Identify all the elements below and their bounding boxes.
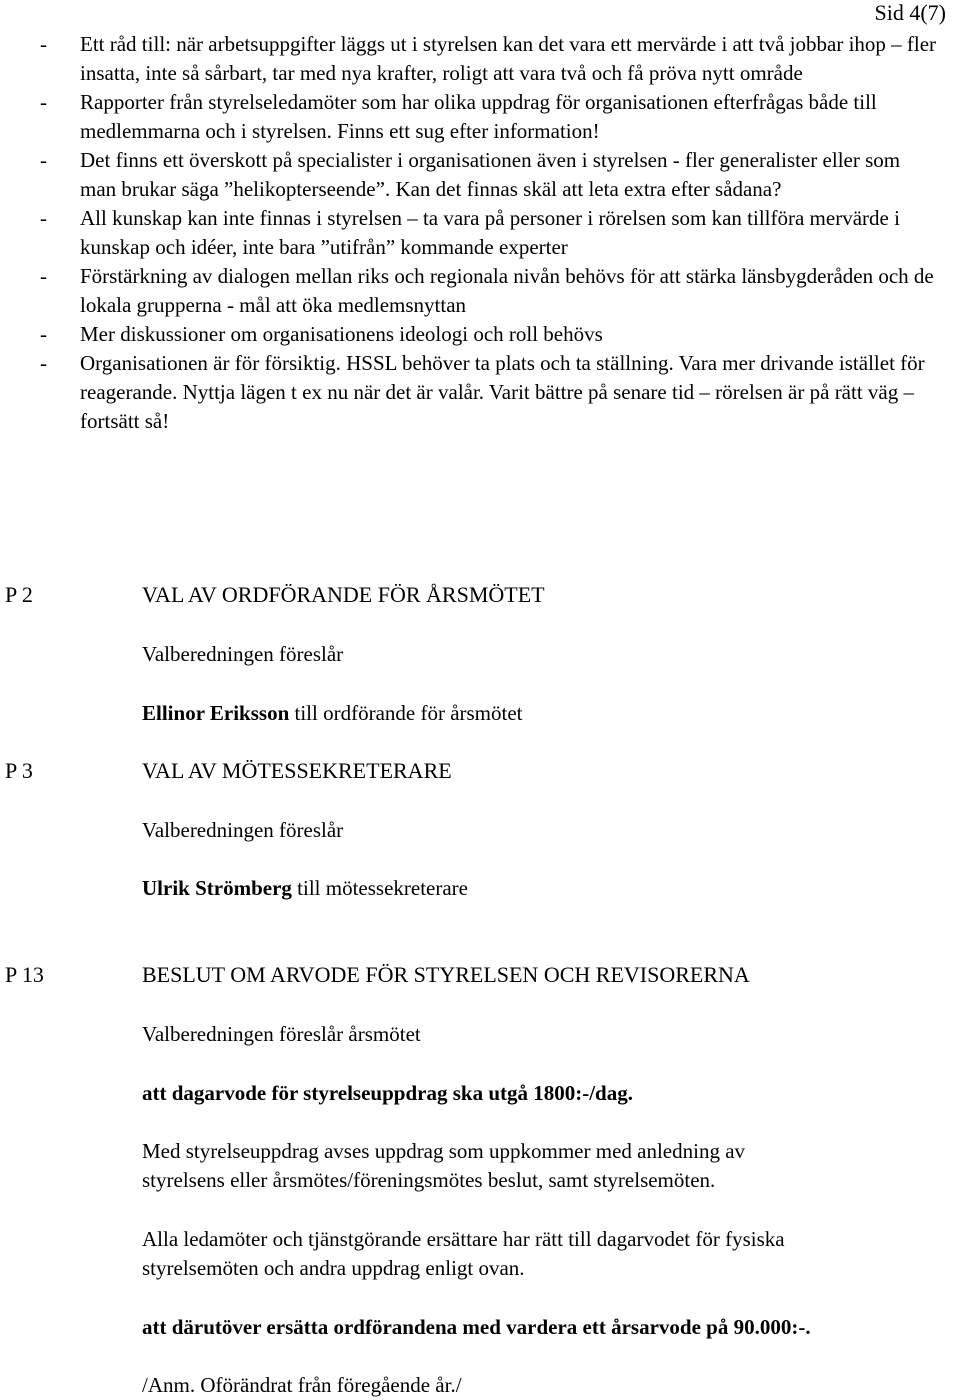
- proposal-p3: Valberedningen föreslår: [142, 818, 344, 842]
- note: /Anm. Oförändrat från föregående år./: [142, 1373, 462, 1397]
- bullet-text: Förstärkning av dialogen mellan riks och regionala nivån behövs för att stärka länsbygderåden och de lokala grupperna - mål att öka medlemsnyttan: [80, 264, 934, 317]
- section-id-p13: P 13: [5, 962, 44, 987]
- bullet-text: Rapporter från styrelseledamöter som har olika uppdrag för organisationen efterfrågas både till medlemmarna och i styrelsen. Finns ett sug efter information!: [80, 90, 877, 143]
- bullet-dash: -: [40, 264, 47, 288]
- decision-daily-fee: [142, 1078, 952, 1108]
- bullet-dash: -: [40, 32, 47, 56]
- proposal-p13: Valberedningen föreslår årsmötet: [142, 1022, 421, 1046]
- decision-text: att dagarvode för styrelseuppdrag ska utgå 1800:-/dag.: [142, 1081, 633, 1105]
- paragraph-2-line-2: styrelsemöten och andra uppdrag enligt ovan.: [142, 1256, 525, 1280]
- bullet-text: Ett råd till: när arbetsuppgifter läggs ut i styrelsen kan det vara ett mervärde i att två jobbar ihop – fler insatta, inte så sårbart, tar med nya krafter, roligt att vara två och få pröva nytt område: [80, 32, 937, 85]
- list-item: [40, 146, 940, 204]
- nominee-name: Ulrik Strömberg: [142, 876, 292, 900]
- decision-chair-fee: [142, 1312, 952, 1342]
- list-item: [40, 204, 940, 262]
- section-id-p3: P 3: [5, 758, 33, 783]
- section-heading-p2: VAL AV ORDFÖRANDE FÖR ÅRSMÖTET: [142, 582, 545, 607]
- paragraph-2-line-1: Alla ledamöter och tjänstgörande ersättare har rätt till dagarvodet för fysiska: [142, 1227, 785, 1251]
- list-item: [40, 320, 940, 349]
- bullet-dash: -: [40, 322, 47, 346]
- section-heading-p3: VAL AV MÖTESSEKRETERARE: [142, 758, 452, 783]
- section-id-p2: P 2: [5, 582, 33, 607]
- nominee-role: till ordförande för årsmötet: [289, 701, 523, 725]
- paragraph-1-line-1: Med styrelseuppdrag avses uppdrag som uppkommer med anledning av: [142, 1139, 746, 1163]
- bullet-text: Organisationen är för försiktig. HSSL behöver ta plats och ta ställning. Vara mer drivande istället för reagerande. Nyttja lägen t ex nu när det är valår. Varit bättre på senare tid – rörelsen är på rätt väg – fortsätt så!: [80, 351, 925, 433]
- nominee-role: till mötessekreterare: [291, 876, 468, 900]
- decision-text: att därutöver ersätta ordförandena med vardera ett årsarvode på 90.000:-.: [142, 1315, 811, 1339]
- nominee-name: Ellinor Eriksson: [142, 701, 290, 725]
- bullet-text: Mer diskussioner om organisationens ideologi och roll behövs: [80, 322, 603, 346]
- bullet-dash: -: [40, 148, 47, 172]
- bullet-dash: -: [40, 351, 47, 375]
- list-item: [40, 30, 940, 88]
- list-item: [40, 88, 940, 146]
- nominee-p3: [142, 873, 952, 903]
- section-heading-p13: BESLUT OM ARVODE FÖR STYRELSEN OCH REVISORERNA: [142, 962, 750, 987]
- paragraph-1-line-2: styrelsens eller årsmötes/föreningsmötes beslut, samt styrelsemöten.: [142, 1168, 716, 1192]
- bullet-text: All kunskap kan inte finnas i styrelsen – ta vara på personer i rörelsen som kan tillföra mervärde i kunskap och idéer, inte bara ”utifrån” kommande experter: [80, 206, 900, 259]
- page-number: Sid 4(7): [874, 0, 946, 25]
- list-item: [40, 262, 940, 320]
- proposal-p2: Valberedningen föreslår: [142, 642, 344, 666]
- list-item: [40, 349, 940, 436]
- bullet-text: Det finns ett överskott på specialister i organisationen även i styrelsen - fler generalister eller som man brukar säga ”helikopterseende”. Kan det finnas skäl att leta extra efter sådana?: [80, 148, 901, 201]
- bullet-dash: -: [40, 206, 47, 230]
- bullet-list: [40, 30, 940, 436]
- nominee-p2: [142, 698, 952, 728]
- bullet-dash: -: [40, 90, 47, 114]
